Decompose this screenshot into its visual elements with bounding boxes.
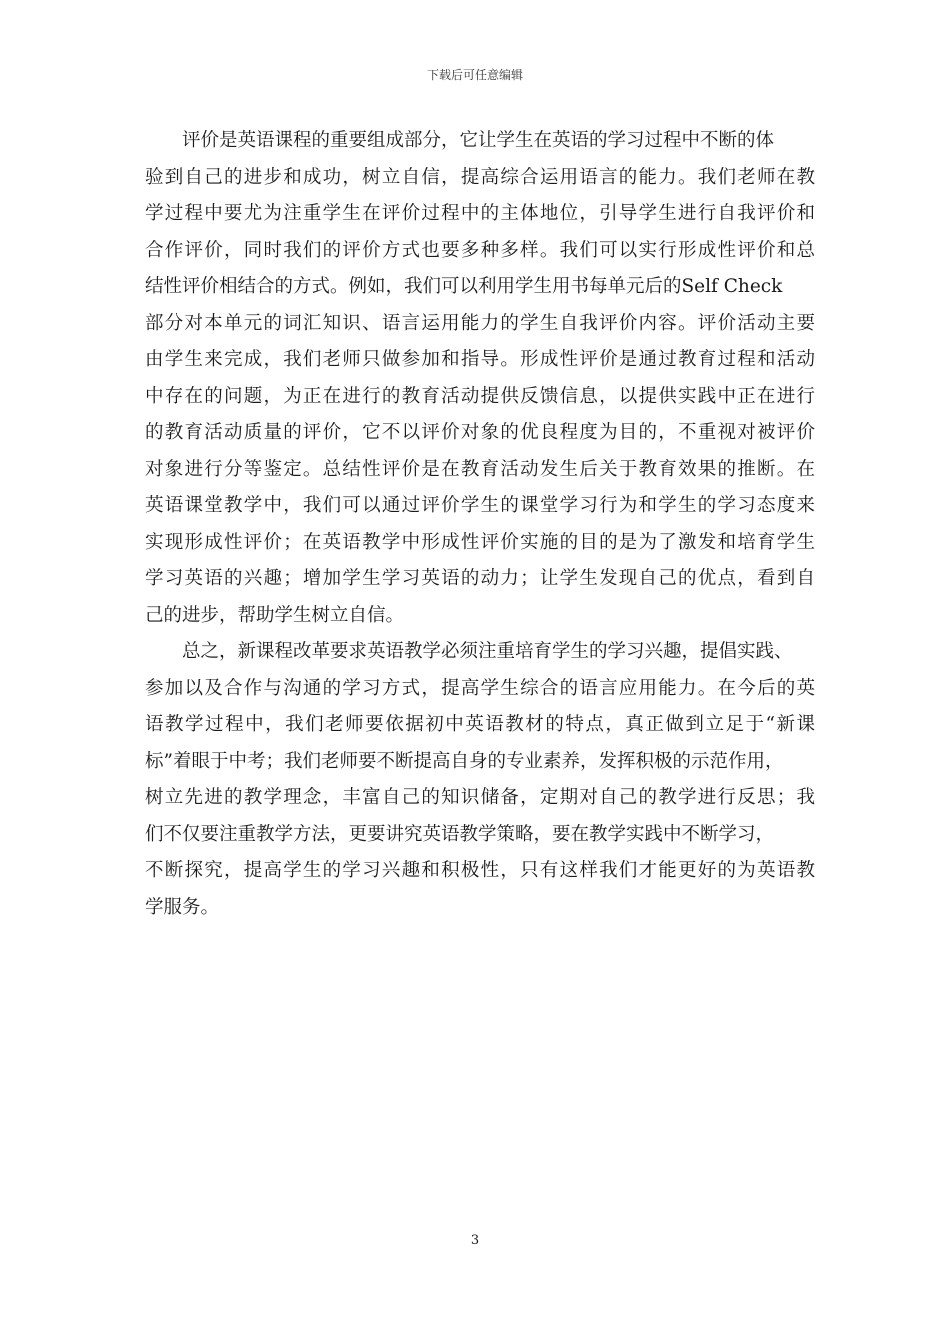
body-text bbox=[145, 123, 815, 926]
text-line: 树立先进的教学理念，丰富自己的知识储备，定期对自己的教学进行反思；我 bbox=[145, 787, 815, 808]
text-line: 标”着眼于中考；我们老师要不断提高自身的专业素养，发挥积极的示范作用， bbox=[145, 750, 784, 772]
text-line: 学习英语的兴趣；增加学生学习英语的动力；让学生发现自己的优点，看到自 bbox=[145, 568, 815, 589]
text-line: 中存在的问题，为正在进行的教育活动提供反馈信息，以提供实践中正在进行 bbox=[145, 385, 815, 407]
page-header: 下载后可任意编辑 bbox=[426, 68, 523, 82]
text-line: 评价是英语课程的重要组成部分，它让学生在英语的学习过程中不断的体 bbox=[182, 130, 775, 151]
text-line: 己的进步，帮助学生树立自信。 bbox=[145, 604, 405, 626]
text-line: 由学生来完成，我们老师只做参加和指导。形成性评价是通过教育过程和活动 bbox=[145, 349, 815, 370]
text-line: 英语课堂教学中，我们可以通过评价学生的课堂学习行为和学生的学习态度来 bbox=[145, 495, 815, 516]
text-line: 学服务。 bbox=[145, 896, 220, 918]
paragraph-2 bbox=[145, 634, 815, 926]
text-line: 们不仅要注重教学方法，更要讲究英语教学策略，要在教学实践中不断学习， bbox=[145, 823, 775, 845]
text-line: 实现形成性评价；在英语教学中形成性评价实施的目的是为了激发和培育学生 bbox=[145, 531, 815, 553]
page-number: 3 bbox=[470, 1233, 480, 1248]
text-line: 结性评价相结合的方式。例如，我们可以利用学生用书每单元后的Self Check bbox=[145, 276, 783, 297]
text-line: 总之，新课程改革要求英语教学必须注重培育学生的学习兴趣，提倡实践、 bbox=[182, 641, 793, 662]
text-line: 对象进行分等鉴定。总结性评价是在教育活动发生后关于教育效果的推断。在 bbox=[145, 458, 815, 480]
text-line: 参加以及合作与沟通的学习方式，提高学生综合的语言应用能力。在今后的英 bbox=[145, 677, 815, 699]
text-line: 的教育活动质量的评价，它不以评价对象的优良程度为目的，不重视对被评价 bbox=[145, 422, 815, 443]
text-line: 部分对本单元的词汇知识、语言运用能力的学生自我评价内容。评价活动主要 bbox=[145, 312, 815, 334]
text-line: 学过程中要尤为注重学生在评价过程中的主体地位，引导学生进行自我评价和 bbox=[145, 203, 815, 224]
text-line: 验到自己的进步和成功，树立自信，提高综合运用语言的能力。我们老师在教 bbox=[145, 166, 815, 188]
text-line: 合作评价，同时我们的评价方式也要多种多样。我们可以实行形成性评价和总 bbox=[145, 239, 815, 261]
text-line: 不断探究，提高学生的学习兴趣和积极性，只有这样我们才能更好的为英语教 bbox=[145, 860, 815, 881]
text-line: 语教学过程中，我们老师要依据初中英语教材的特点，真正做到立足于“新课 bbox=[145, 714, 815, 735]
paragraph-1 bbox=[145, 123, 815, 634]
